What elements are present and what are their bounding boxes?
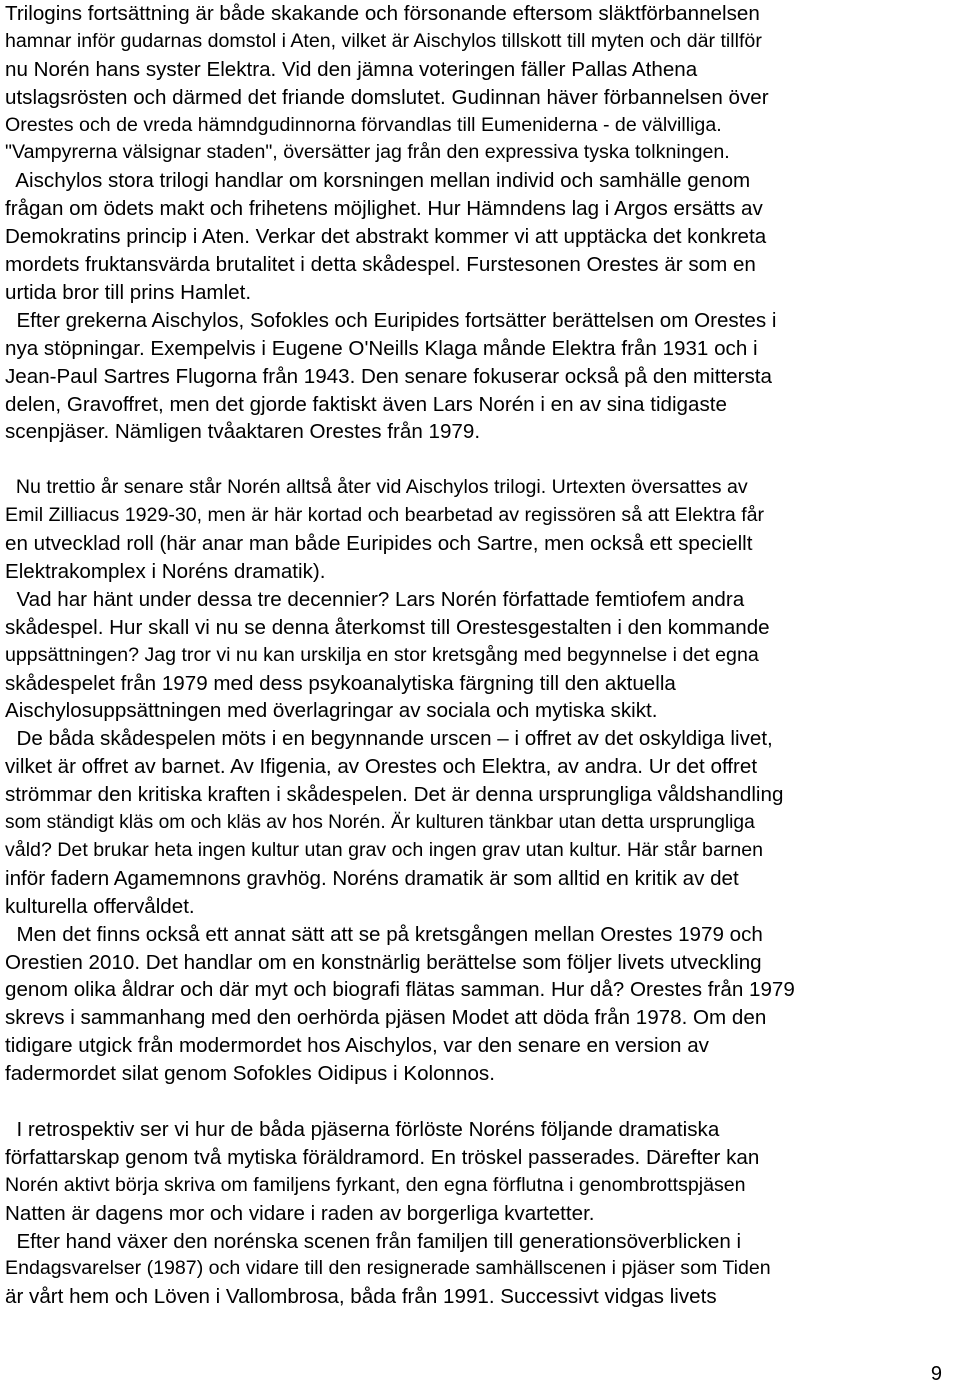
text-line: Emil Zilliacus 1929-30, men är här kortad och bearbetad av regissören så att Elektra får bbox=[5, 504, 765, 527]
text-line: Aischylosuppsättningen med överlagringar av sociala och mytiska skikt. bbox=[5, 699, 658, 723]
paragraph-3 bbox=[5, 307, 955, 446]
text-line: Jean-Paul Sartres Flugorna från 1943. Den senare fokuserar också på den mittersta bbox=[5, 364, 772, 388]
text-line: mordets fruktansvärda brutalitet i detta skådespel. Furstesonen Orestes är som en bbox=[5, 253, 756, 277]
text-line: nya stöpningar. Exempelvis i Eugene O'Neills Klaga månde Elektra från 1931 och i bbox=[5, 336, 758, 360]
paragraph-5 bbox=[5, 586, 955, 725]
paragraph-8 bbox=[5, 1116, 955, 1228]
text-line: kulturella offervåldet. bbox=[5, 894, 195, 918]
text-line: delen, Gravoffret, men det gjorde faktiskt även Lars Norén i en av sina tidigaste bbox=[5, 392, 727, 416]
text-line: hamnar inför gudarnas domstol i Aten, vilket är Aischylos tillskott till myten och där tillför bbox=[5, 29, 762, 52]
text-line: strömmar den kritiska kraften i skådespelen. Det är denna ursprungliga våldshandling bbox=[5, 783, 784, 807]
text-line: genom olika åldrar och där myt och biografi flätas samman. Hur då? Orestes från 1979 bbox=[5, 978, 795, 1002]
text-line: skrevs i sammanhang med den oerhörda pjäsen Modet att döda från 1978. Om den bbox=[5, 1006, 767, 1030]
text-line: Norén aktivt börja skriva om familjens fyrkant, den egna förflutna i genombrottspjäsen bbox=[5, 1173, 746, 1196]
text-line: utslagsrösten och därmed det friande domslutet. Gudinnan häver förbannelsen över bbox=[5, 85, 769, 109]
text-line: Men det finns också ett annat sätt att se på kretsgången mellan Orestes 1979 och bbox=[5, 922, 763, 946]
text-line: skådespelet från 1979 med dess psykoanalytiska färgning till den aktuella bbox=[5, 671, 676, 695]
text-line: De båda skådespelen möts i en begynnande urscen – i offret av det oskyldiga livet, bbox=[5, 727, 773, 751]
text-line: tidigare utgick från modermordet hos Aischylos, var den senare en version av bbox=[5, 1034, 709, 1058]
text-line: uppsättningen? Jag tror vi nu kan urskilja en stor kretsgång med begynnelse i det egna bbox=[5, 643, 759, 666]
text-line: Endagsvarelser (1987) och vidare till den resignerade samhällscenen i pjäser som Tiden bbox=[5, 1257, 771, 1280]
text-line: Elektrakomplex i Noréns dramatik). bbox=[5, 559, 326, 583]
text-line: är vårt hem och Löven i Vallombrosa, båda från 1991. Successivt vidgas livets bbox=[5, 1285, 717, 1309]
text-line: urtida bror till prins Hamlet. bbox=[5, 280, 252, 304]
text-line: skådespel. Hur skall vi nu se denna återkomst till Orestesgestalten i den kommande bbox=[5, 615, 770, 639]
text-line: en utvecklad roll (här anar man både Euripides och Sartre, men också ett speciellt bbox=[5, 532, 753, 556]
text-line: Efter hand växer den norénska scenen från familjen till generationsöverblicken i bbox=[5, 1229, 742, 1253]
text-line: författarskap genom två mytiska föräldramord. En tröskel passerades. Därefter kan bbox=[5, 1145, 760, 1169]
page-number: 9 bbox=[930, 1363, 942, 1385]
text-line: våld? Det brukar heta ingen kultur utan grav och ingen grav utan kultur. Här står barnen bbox=[5, 838, 764, 861]
text-line: Vad har hänt under dessa tre decennier? Lars Norén författade femtiofem andra bbox=[5, 587, 745, 611]
text-line: Nu trettio år senare står Norén alltså åter vid Aischylos trilogi. Urtexten översattes av bbox=[5, 476, 748, 499]
text-line: Demokratins princip i Aten. Verkar det abstrakt kommer vi att upptäcka det konkreta bbox=[5, 225, 767, 249]
text-line: I retrospektiv ser vi hur de båda pjäserna förlöste Noréns följande dramatiska bbox=[5, 1118, 720, 1141]
paragraph-7 bbox=[5, 921, 955, 1088]
text-line: vilket är offret av barnet. Av Ifigenia, av Orestes och Elektra, av andra. Ur det offret bbox=[5, 755, 758, 779]
paragraph-1 bbox=[5, 0, 955, 167]
paragraph-2 bbox=[5, 167, 955, 306]
text-line: Aischylos stora trilogi handlar om korsningen mellan individ och samhälle genom bbox=[5, 169, 751, 193]
text-line: Orestien 2010. Det handlar om en konstnärlig berättelse som följer livets utveckling bbox=[5, 950, 762, 974]
text-line: "Vampyrerna välsignar staden", översätter jag från den expressiva tyska tolkningen. bbox=[5, 141, 730, 164]
text-line: inför fadern Agamemnons gravhög. Noréns dramatik är som alltid en kritik av det bbox=[5, 866, 739, 890]
text-line: frågan om ödets makt och frihetens möjlighet. Hur Hämndens lag i Argos ersätts av bbox=[5, 197, 763, 221]
text-line: fadermordet silat genom Sofokles Oidipus i Kolonnos. bbox=[5, 1062, 495, 1086]
paragraph-4 bbox=[5, 474, 955, 586]
text-line: Natten är dagens mor och vidare i raden av borgerliga kvartetter. bbox=[5, 1201, 595, 1225]
text-line: Efter grekerna Aischylos, Sofokles och Euripides fortsätter berättelsen om Orestes i bbox=[5, 308, 777, 332]
text-line: nu Norén hans syster Elektra. Vid den jämna voteringen fäller Pallas Athena bbox=[5, 57, 698, 81]
text-line: som ständigt kläs om och kläs av hos Norén. Är kulturen tänkbar utan detta ursprungliga bbox=[5, 812, 755, 834]
text-line: Trilogins fortsättning är både skakande och försonande eftersom släktförbannelsen bbox=[5, 2, 760, 25]
paragraph-9 bbox=[5, 1228, 955, 1312]
paragraph-6 bbox=[5, 725, 955, 920]
text-line: scenpjäser. Nämligen tvåaktaren Orestes från 1979. bbox=[5, 420, 481, 444]
text-line: Orestes och de vreda hämndgudinnorna förvandlas till Eumeniderna - de välvilliga. bbox=[5, 113, 722, 136]
